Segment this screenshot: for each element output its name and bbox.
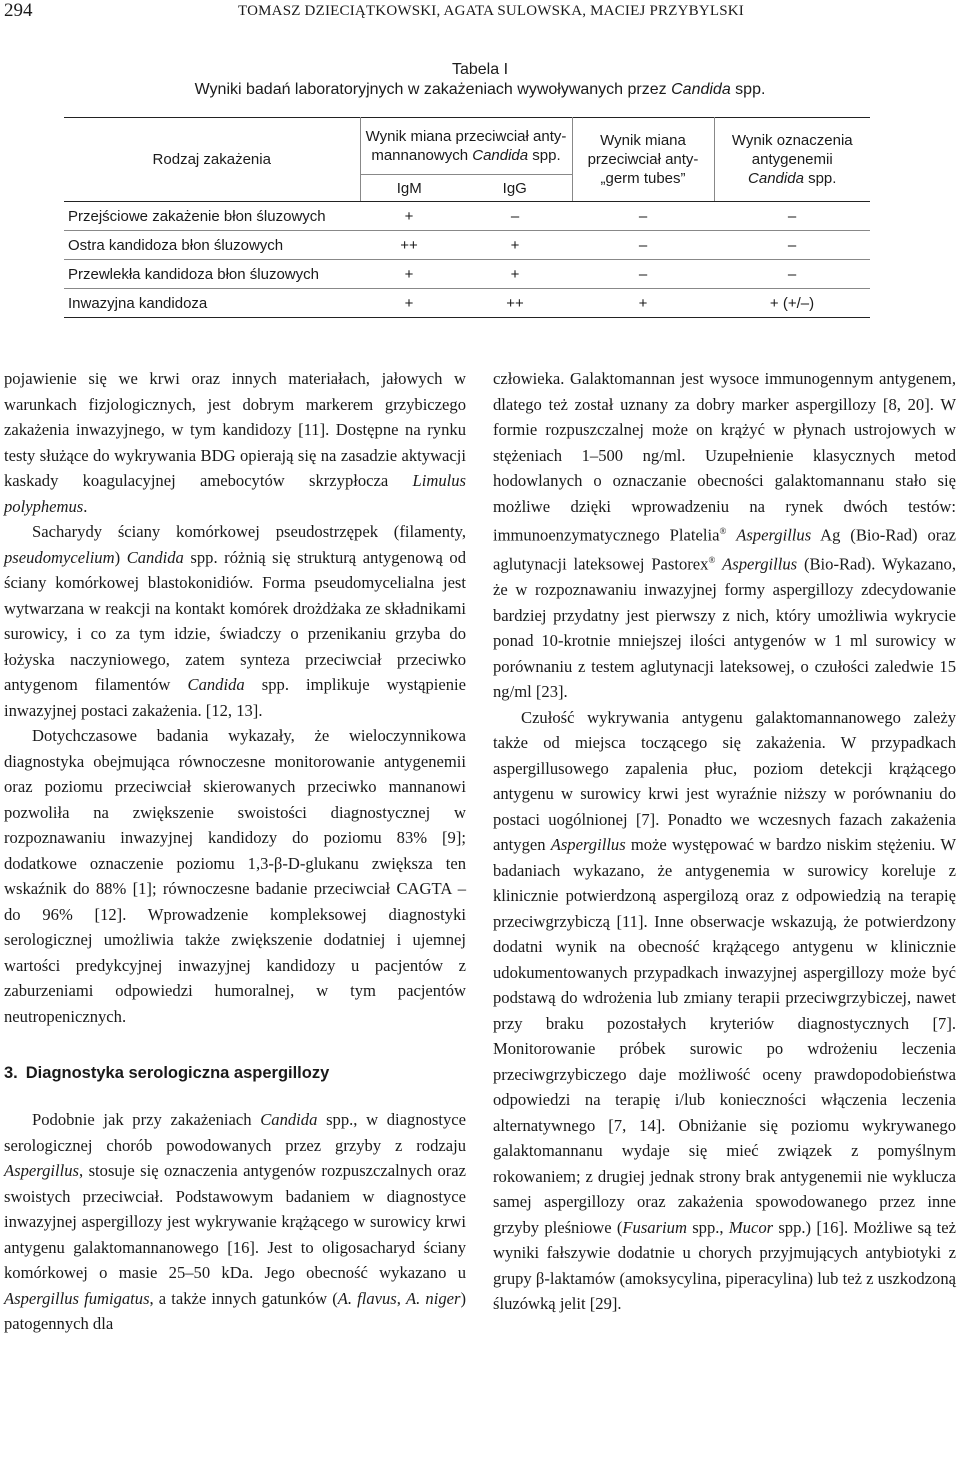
table-row [64, 231, 870, 260]
cell-igm: ++ [360, 231, 458, 260]
page-number: 294 [4, 0, 33, 21]
table-label: Tabela I [451, 61, 509, 78]
table-row [64, 289, 870, 318]
paragraph: Dotychczasowe badania wykazały, że wieloczynnikowa diagnostyka obejmująca równoczesne monitorowanie antygenemii oraz poziomu przeciwciał skierowanych przeciwko mannanowi pozwoliła na zwiększenie swoistości diagnostycznej w rozpoznawaniu inwazyjnej kandidozy do poziomu 83% [9]; dodatkowe oznaczenie poziomu 1,3-β-D-glukanu zwiększa ten wskaźnik do 88% [1]; równoczesne badanie przeciwciał CAGTA – do 96% [12]. Wprowadzenie kompleksowej diagnostyki serologicznej umożliwia także zwiększenie dodatniej i ujemnej wartości predykcyjnej inwazyjnej kandidozy u pacjentów z zaburzeniami odpowiedzi humoralnej, w tym pacjentów neutropenicznych. [4, 726, 466, 1026]
cell-antigenemia: – [714, 202, 870, 231]
cell-igg: – [458, 202, 572, 231]
results-table [64, 117, 870, 318]
paragraph: Sacharydy ściany komórkowej pseudostrzępek (filamenty, pseudomycelium) Candida spp. różnią się strukturą antygenową od ściany komórkowej blastokonidiów. Forma pseudomycelialna jest wytwarzana w reakcji na kontakt komórek drożdżaka ze składnikami surowicy, i co za tym idzie, świadczy o przenikaniu grzyba do łożyska naczyniowego, zatem synteza przeciwciał przeciwko antygenom filamentów Candida spp. implikuje wystąpienie inwazyjnej postaci zakażenia. [12, 13]. [4, 522, 467, 720]
page-header [0, 0, 960, 30]
cell-igg: ++ [458, 289, 572, 318]
cell-germ-tubes: – [572, 260, 714, 289]
paragraph: Podobnie jak przy zakażeniach Candida spp., w diagnostyce serologicznej chorób powodowanych przez grzyby z rodzaju Aspergillus, stosuje się oznaczenia antygenów rozpuszczalnych oraz swoistych przeciwciał. Podstawowym badaniem w diagnostyce inwazyjnej aspergillozy jest wykrywanie krążącego w surowicy krwi antygenu galaktomannanowego [16]. Jest to oligosacharyd ściany komórkowej o masie 25–50 kDa. Jego obecność wykazano u Aspergillus fumigatus, a także innych gatunków (A. flavus, A. niger) patogennych dla [4, 1110, 467, 1333]
cell-igg: + [458, 260, 572, 289]
table-row [64, 202, 870, 231]
cell-infection-type: Przejściowe zakażenie błon śluzowych [64, 202, 360, 231]
cell-infection-type: Inwazyjna kandidoza [64, 289, 360, 318]
header-igm: IgM [360, 175, 458, 202]
table-title: Wyniki badań laboratoryjnych w zakażeniach wywoływanych przez Candida spp. [194, 81, 766, 98]
cell-germ-tubes: – [572, 202, 714, 231]
header-mannan-antibodies: Wynik miana przeciwciał anty- mannanowych Candida spp. [360, 118, 572, 175]
cell-infection-type: Przewlekła kandidoza błon śluzowych [64, 260, 360, 289]
cell-germ-tubes: – [572, 231, 714, 260]
paragraph: człowieka. Galaktomannan jest wysoce immunogennym antygenem, dlatego też został uznany za dobry marker aspergillozy [8, 20]. W formie rozpuszczalnej może on krążyć w płynach ustrojowych w stężeniach 1–500 ng/ml. Uzupełnienie klasycznych metod hodowlanych o oznaczanie obecności galaktomannanu stało się możliwe dzięki wprowadzeniu na rynek dwóch testów: immunoenzymatycznego Platelia® Aspergillus Ag (Bio-Rad) oraz aglutynacji lateksowej Pastorex® Aspergillus (Bio-Rad). Wykazano, że w rozpoznawaniu inwazyjnej formy aspergillozy zdecydowanie bardziej przydatny jest pierwszy z nich, który umożliwia wykrycie ponad 10-krotnie mniejszej ilości antygenów w 1 ml surowicy w porównaniu z testem aglutynacji lateksowej, o czułości zaledwie 15 ng/ml [23]. [493, 369, 957, 702]
right-column [493, 366, 956, 1317]
cell-antigenemia: + (+/–) [714, 289, 870, 318]
header-germ-tubes: Wynik miana przeciwciał anty- „germ tubes” [572, 118, 714, 202]
cell-igm: + [360, 289, 458, 318]
cell-igm: + [360, 260, 458, 289]
cell-antigenemia: – [714, 260, 870, 289]
cell-germ-tubes: + [572, 289, 714, 318]
header-antigenemia: Wynik oznaczenia antygenemii Candida spp. [714, 118, 870, 202]
cell-igm: + [360, 202, 458, 231]
paragraph: Czułość wykrywania antygenu galaktomannanowego zależy także od miejsca toczącego się zakażenia. W przypadkach aspergillusowego zapalenia płuc, poziom detekcji krążącego antygenu w surowicy krwi jest wyraźnie niższy w porównaniu do postaci uogólnionej [7]. Ponadto we wczesnych fazach zakażenia antygen Aspergillus może występować w bardzo niskim stężeniu. W badaniach wykazano, że antygenemia w surowicy koreluje z klinicznie potwierdzoną aspergilozą oraz z odpowiedzią na terapię przeciwgrzybiczą [11]. Inne obserwacje wskazują, że potwierdzony dodatni wynik na obecność krążącego antygenu w klinicznie udokumentowanych przypadkach inwazyjnej aspergillozy może być podstawą do wdrożenia lub zmiany terapii przeciwgrzybiczej, nawet przy braku pozostałych kryteriów diagnostycznych [7]. Monitorowanie próbek surowic po wdrożeniu leczenia przeciwgrzybiczego daje możliwość oceny prawdopodobieństwa odpowiedzi na terapię i/lub konieczności włączenia leczenia alternatywnego [7, 14]. Obniżanie się poziomu wykrywanego galaktomannanu wydaje się mieć związek z pomyślnym rokowaniem; z drugiej jednak strony brak antygenemii nie wyklucza samej aspergillozy oraz zakażenia spowodowanego przez inne grzyby pleśniowe (Fusarium spp., Mucor spp.) [16]. Możliwe są też wyniki fałszywie dodatnie u chorych przyjmujących antybiotyki z grupy β-laktamów (amoksycylina, piperacylina) lub też z uszkodzoną śluzówką jelit [29]. [493, 707, 957, 1314]
header-igg: IgG [458, 175, 572, 202]
table-row [64, 260, 870, 289]
section-heading: 3. Diagnostyka serologiczna aspergillozy [4, 1064, 330, 1082]
cell-infection-type: Ostra kandidoza błon śluzowych [64, 231, 360, 260]
paragraph: pojawienie się we krwi oraz innych materiałach, jałowych w warunkach fizjologicznych, jest dobrym markerem grzybiczego zakażenia inwazyjnego, w tym kandidozy [11]. Dostępne na rynku testy służące do wykrywania BDG opierają się na zasadzie aktywacji kaskady koagulacyjnej amebocytów skrzypłocza Limulus polyphemus. [4, 369, 466, 516]
running-head: TOMASZ DZIECIĄTKOWSKI, AGATA SULOWSKA, MACIEJ PRZYBYLSKI [238, 3, 744, 19]
cell-antigenemia: – [714, 231, 870, 260]
header-infection-type: Rodzaj zakażenia [64, 118, 360, 202]
cell-igg: + [458, 231, 572, 260]
left-column [4, 366, 466, 1337]
